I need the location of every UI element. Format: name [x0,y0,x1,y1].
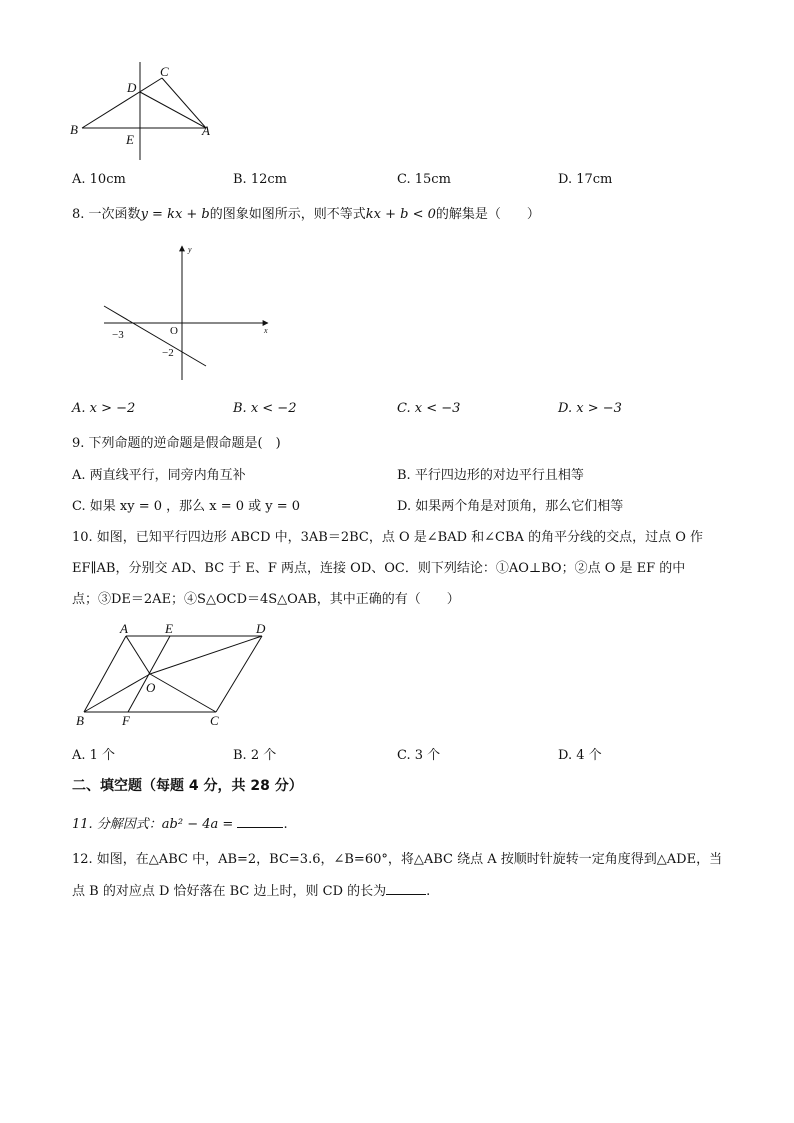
q9-option-b[interactable]: B. 平行四边形的对边平行且相等 [397,468,584,483]
segment-CA [162,78,206,128]
label-C: C [210,713,219,728]
segment-BC [82,78,162,128]
q9-option-d[interactable]: D. 如果两个角是对顶角，那么它们相等 [397,499,624,514]
q12-line-2 [72,880,430,899]
q8-function: y = kx + b [140,207,210,222]
label-A: A [120,621,128,636]
origin-label: O [170,325,178,337]
label-A: A [202,123,210,138]
q7-option-d[interactable]: D. 17cm [558,172,613,187]
q12-answer-blank[interactable] [386,882,426,895]
q10-option-c[interactable]: C. 3 个 [397,748,441,763]
q9-option-c[interactable]: C. 如果 xy = 0 ，那么 x = 0 或 y = 0 [72,499,301,514]
q7-option-c[interactable]: C. 15cm [397,172,451,187]
x-axis-label: x [264,326,268,335]
q8-option-a[interactable]: A. x > −2 [72,401,136,416]
q11-answer-blank[interactable] [237,815,283,828]
q11-text: 11. 分解因式：ab² − 4a = [72,817,238,832]
label-E: E [165,621,173,636]
q8-text-post: 的解集是（ ） [435,207,540,222]
label-C: C [160,64,169,79]
q10-line-1: 10. 如图，已知平行四边形 ABCD 中，3AB＝2BC，点 O 是∠BAD 和∠CBA 的角平分线的交点，过点 O 作 [72,530,703,545]
label-B: B [70,122,78,137]
label-B: B [76,713,84,728]
segment-BO [84,674,150,712]
q9-stem: 9. 下列命题的逆命题是假命题是( ) [72,436,281,451]
q10-figure [70,618,290,733]
q10-option-a[interactable]: A. 1 个 [72,748,116,763]
section-heading: 二、填空题（每题 4 分，共 28 分） [72,778,303,794]
q12-line-1: 12. 如图，在△ABC 中，AB=2，BC=3.6，∠B=60°，将△ABC 绕点 A 按顺时针旋转一定角度得到△ADE，当 [72,852,723,867]
q11-end: . [283,817,288,832]
y-intercept-label: −2 [162,347,174,359]
segment-AO [126,636,150,674]
segment-OC [150,674,216,712]
q9-option-a[interactable]: A. 两直线平行，同旁内角互补 [72,468,246,483]
q8-stem [72,203,540,222]
label-F: F [122,713,130,728]
q11-stem [72,813,288,832]
q8-text-pre: 一次函数 [88,207,141,222]
q7-figure [66,60,226,170]
x-intercept-label: −3 [112,329,124,341]
q7-option-a[interactable]: A. 10cm [72,172,126,187]
side-DC [216,636,262,712]
label-D: D [256,621,266,636]
q7-option-b[interactable]: B. 12cm [233,172,287,187]
segment-DA [140,92,206,128]
q8-number: 8. [72,207,85,222]
q8-option-b[interactable]: B. x < −2 [233,401,297,416]
label-O: O [146,680,156,695]
q8-graph [98,240,278,385]
q12-line-2-text: 点 B 的对应点 D 恰好落在 BC 边上时，则 CD 的长为 [72,884,387,899]
q8-inequality: kx + b < 0 [365,207,436,222]
q12-end: . [426,884,431,899]
side-AB [84,636,126,712]
label-D: D [127,80,137,95]
q10-line-3: 点；③DE＝2AE；④S△OCD＝4S△OAB，其中正确的有（ ） [72,592,460,607]
q10-option-d[interactable]: D. 4 个 [558,748,602,763]
y-axis-label: y [188,245,192,254]
label-E: E [126,132,134,147]
q8-option-c[interactable]: C. x < −3 [397,401,461,416]
q10-line-2: EF∥AB，分别交 AD、BC 于 E、F 两点，连接 OD、OC．则下列结论：①AO⊥BO；②点 O 是 EF 的中 [72,561,686,576]
q8-option-d[interactable]: D. x > −3 [558,401,622,416]
q10-option-b[interactable]: B. 2 个 [233,748,277,763]
q8-text-mid: 的图象如图所示，则不等式 [209,207,366,222]
